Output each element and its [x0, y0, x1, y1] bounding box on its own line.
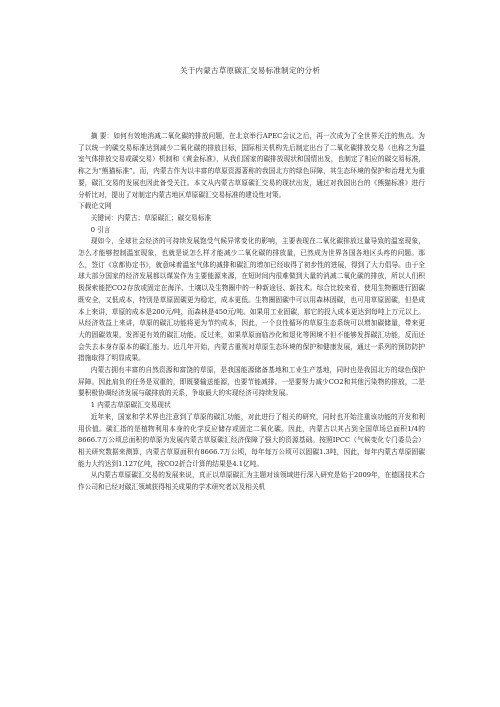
document-title: 关于内蒙古草原碳汇交易标准制定的分析: [179, 66, 321, 75]
document-body: [78, 131, 425, 494]
body-paragraph: 现如今，全球社会经济的可持续发展饱受气候异常变化的影响，主要表现在二氧化碳排放过量导致的温室现象，怎么才能够控制温室现象，也就是说怎么样才能减少二氧化碳的排放量，已然成为世界各国各地区头疼的问题。那么，签订《京都协定书》，就意味着温室气体的减排和碳汇的增加已经取得了初步性的进展，得到了大力倡导。由于全球大部分国家的经济发展都以煤炭作为主要能源来源，在短时间内很难做到大量的消减二氧化碳的排放，所以人们积极探索能把CO2存放或固定在海洋、土壤以及生物圈中的一种新途径、新技术。综合比较来看，使用生物圈进行固碳既安全，又低成本，特别是草原固碳更为稳定，成本更低。生物圈固碳中可以用森林固碳，也可用草原固碳，但是成本上来讲，草原的成本是200元/吨，而森林是450元/吨。如果用工业固碳，那它的投入成本更达到每吨上万元以上。从经济效益上来讲，草原的碳汇功能将更为节约成本，因此，一个良性循环的草原生态系统可以增加碳储量，带来更大的固碳效果，发挥更有效的碳汇功能。反过来，如果草原面临沙化和退化等困境不但不能够发挥碳汇功能，反而还会失去本身存原本的碳汇能力。近几年开始，内蒙古重视对草原生态环境的保护和健康发展，通过一系列的预防防护措施取得了明显成果。: [78, 237, 425, 363]
section-heading-status: 1 内蒙古草原碳汇交易现状: [90, 401, 171, 410]
body-paragraph: 近年来，国家和学术界也注意到了草原的碳汇功能，对此进行了相关的研究，同时也开始注重该功能的开发和利用价值。碳汇指的是植物利用本身的化学反应储存或固定二氧化碳。因此，内蒙古以其占到全国草场总面积1/4的8666.7万公顷总面积的草原为发展内蒙古草原碳汇经济保障了强大的资源基础。按照IPCC（气候变化专门委员会）相关研究数据来测算，内蒙古草原面积有8666.7万公顷，每年每万公顷可以固碳1.3吨，因此，每年内蒙古草原固碳能力大约达到1.127亿吨，按CO2折合计算的结果是4.1亿吨。: [78, 412, 425, 468]
section-heading-introduction: 0 引言: [90, 225, 111, 234]
keywords-paragraph: 关键词：内蒙古；草原碳汇；碳交易标准: [90, 213, 212, 222]
abstract-paragraph: 摘 要：如何有效地消减二氧化碳的排放问题，在北京举行APEC会议之后，再一次成为了全世界关注的焦点。为了以统一的碳交易标准达到减少二氧化碳的排放目标，国际相关机构先后制定出台了二氧化碳排放交易（也称之为温室气体排放交易或碳交易）机制和《黄金标准》，从我们国家的碳排放现状和国情出发，也制定了相应的碳交易标准，称之为“熊猫标准”。而，内蒙古作为以丰富的草原资源著称的我国北方的绿色屏障，其生态环境的保护和治理尤为重要，碳汇交易的发展也因此备受关注。本文从内蒙古草原碳汇交易的现状出发，通过对我国出台的《熊猫标准》进行分析比对，提出了对制定内蒙古地区草原碳汇交易标准的建设性对策。: [78, 132, 425, 199]
download-link-text[interactable]: 下载论文网: [78, 202, 112, 211]
body-paragraph: 从内蒙古草原碳汇交易的发展来说，真正以草原碳汇为主题对该领域进行深入研究是始于2009年，在德国技术合作公司和已经对碳汇领域获得相关成果的学术研究者以及相关机: [78, 471, 425, 492]
body-paragraph: 内蒙古拥有丰富的自然资源和富饶的草原，是我国能源储备基地和工业生产基地，同时也是我国北方的绿色保护屏障。因此肩负的任务是双重的，即既要输送能源，也要节能减排。一是要努力减少CO2和其他污染物的排放，二是要积极协调经济发展与碳排放的关系，争取最大的实现经济可持续发展。: [78, 366, 425, 398]
